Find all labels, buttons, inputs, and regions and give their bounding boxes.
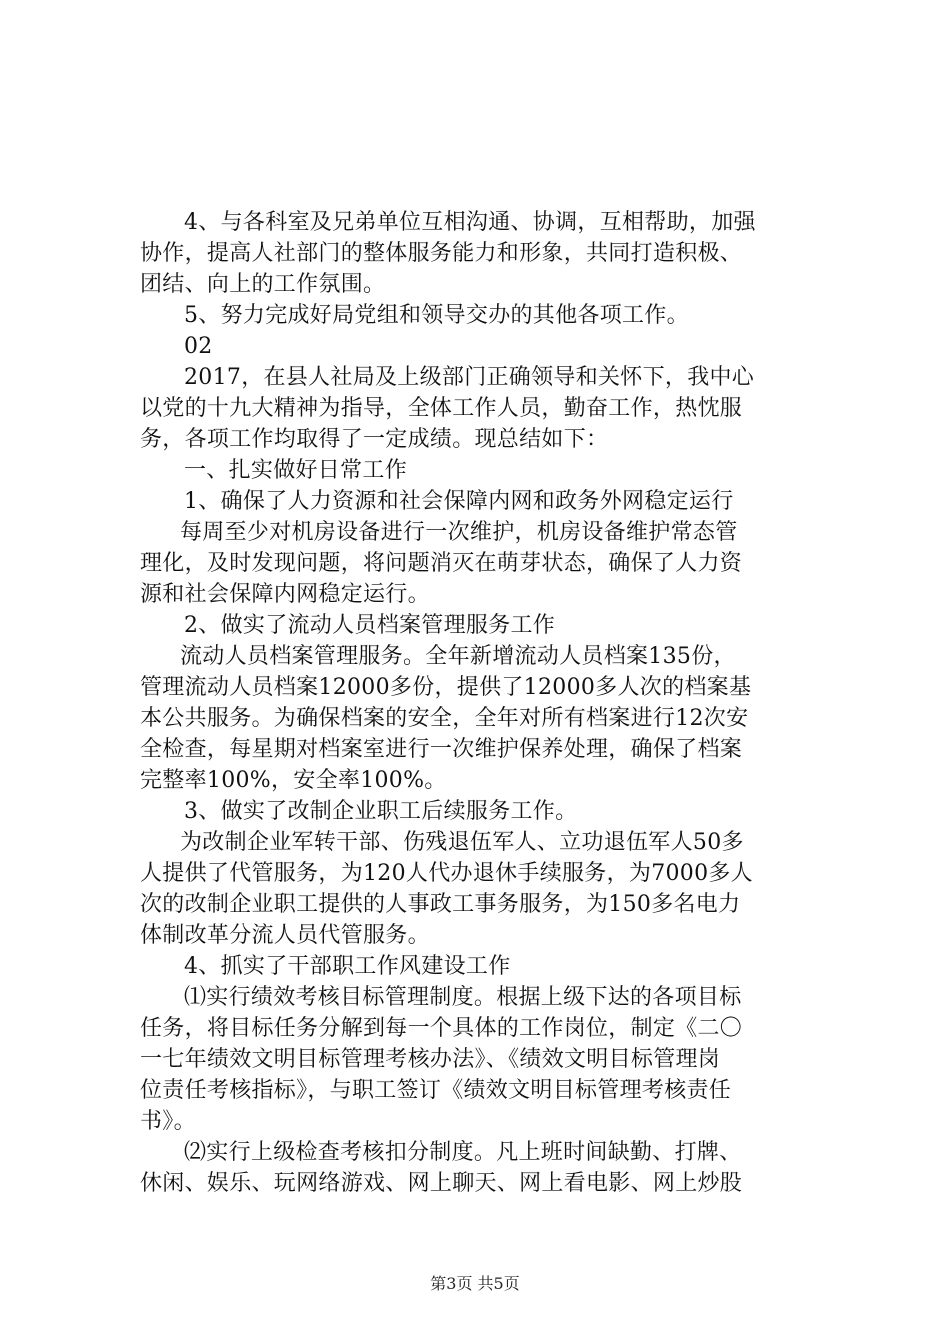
paragraph-line: 4、与各科室及兄弟单位互相沟通、协调，互相帮助，加强 xyxy=(184,210,756,235)
subsection-heading: 1、确保了人力资源和社会保障内网和政务外网稳定运行 xyxy=(184,489,734,514)
paragraph-line: ⑴实行绩效考核目标管理制度。根据上级下达的各项目标 xyxy=(184,985,742,1010)
section-heading: 一、扎实做好日常工作 xyxy=(184,458,408,483)
paragraph-line: 流动人员档案管理服务。全年新增流动人员档案135份， xyxy=(180,644,736,669)
paragraph-line: 本公共服务。为确保档案的安全，全年对所有档案进行12次安 xyxy=(140,706,749,731)
paragraph-line: 2017，在县人社局及上级部门正确领导和关怀下，我中心 xyxy=(184,365,755,390)
paragraph-line: 务，各项工作均取得了一定成绩。现总结如下： xyxy=(140,427,609,452)
subsection-heading: 3、做实了改制企业职工后续服务工作。 xyxy=(184,799,578,824)
page-footer: 第3页 共5页 xyxy=(430,1274,520,1293)
paragraph-line: 以党的十九大精神为指导，全体工作人员，勤奋工作，热忱服 xyxy=(140,396,743,421)
paragraph-line: 完整率100%，安全率100%。 xyxy=(140,768,447,793)
paragraph-line: 5、努力完成好局党组和领导交办的其他各项工作。 xyxy=(184,303,689,328)
paragraph-line: 休闲、娱乐、玩网络游戏、网上聊天、网上看电影、网上炒股 xyxy=(140,1171,743,1196)
subsection-heading: 4、抓实了干部职工作风建设工作 xyxy=(184,954,511,979)
paragraph-line: ⑵实行上级检查考核扣分制度。凡上班时间缺勤、打牌、 xyxy=(184,1140,742,1165)
paragraph-line: 全检查，每星期对档案室进行一次维护保养处理，确保了档案 xyxy=(140,737,743,762)
paragraph-line: 位责任考核指标》，与职工签订《绩效文明目标管理考核责任 xyxy=(140,1078,732,1103)
paragraph-line: 理化，及时发现问题，将问题消灭在萌芽状态，确保了人力资 xyxy=(140,551,743,576)
paragraph-line: 任务，将目标任务分解到每一个具体的工作岗位，制定《二〇 xyxy=(140,1016,743,1041)
paragraph-line: 协作，提高人社部门的整体服务能力和形象，共同打造积极、 xyxy=(140,241,743,266)
paragraph-line: 一七年绩效文明目标管理考核办法》、《绩效文明目标管理岗 xyxy=(140,1047,721,1072)
paragraph-line: 书》。 xyxy=(140,1109,196,1134)
paragraph-line: 体制改革分流人员代管服务。 xyxy=(140,923,430,948)
paragraph-line: 源和社会保障内网稳定运行。 xyxy=(140,582,430,607)
paragraph-line: 为改制企业军转干部、伤残退伍军人、立功退伍军人50多 xyxy=(180,830,744,855)
paragraph-line: 管理流动人员档案12000多份，提供了12000多人次的档案基 xyxy=(140,675,752,700)
subsection-heading: 2、做实了流动人员档案管理服务工作 xyxy=(184,613,556,638)
paragraph-line: 团结、向上的工作氛围。 xyxy=(140,272,386,297)
document-body xyxy=(140,207,830,1199)
paragraph-line: 次的改制企业职工提供的人事政工事务服务，为150多名电力 xyxy=(140,892,741,917)
paragraph-line: 人提供了代管服务，为120人代办退休手续服务，为7000多人 xyxy=(140,861,753,886)
section-number: 02 xyxy=(184,334,213,359)
paragraph-line: 每周至少对机房设备进行一次维护，机房设备维护常态管 xyxy=(180,520,738,545)
